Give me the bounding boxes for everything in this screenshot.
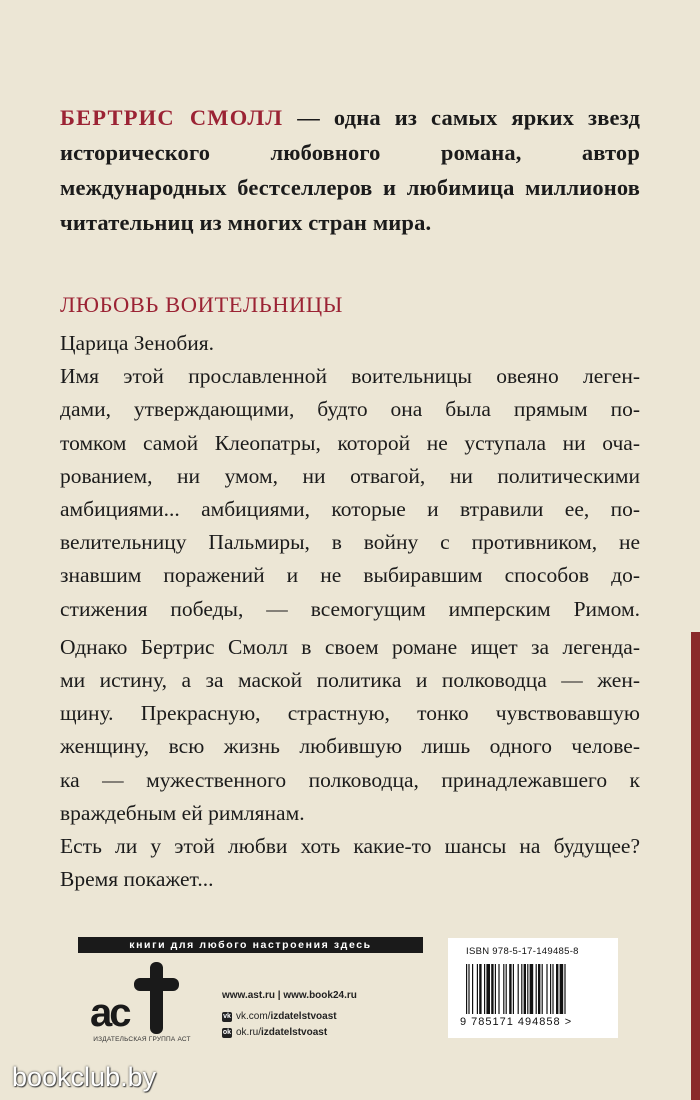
ok-icon: ok <box>222 1028 232 1036</box>
vk-link[interactable] <box>222 1011 337 1022</box>
body-line: ми истину, а за маской политика и полководца — жен- <box>60 668 640 693</box>
body-line: дами, утверждающими, будто она была прямым по- <box>60 397 640 422</box>
body-line: щину. Прекрасную, страстную, тонко чувствовавшую <box>60 701 640 726</box>
body-line: амбициями... амбициями, которые и втравили ее, по- <box>60 497 640 522</box>
barcode-stripe <box>518 964 519 1014</box>
barcode-stripe <box>564 964 565 1014</box>
vk-handle: izdatelstvoast <box>270 1011 337 1022</box>
barcode-panel <box>448 938 618 1038</box>
vk-prefix: vk.com/ <box>236 1011 271 1022</box>
barcode-stripe <box>477 964 478 1014</box>
annotation-text <box>60 327 640 896</box>
body-line: враждебным ей римлянам. <box>60 800 305 825</box>
barcode-stripe <box>509 964 511 1014</box>
barcode-stripe <box>546 964 547 1014</box>
body-line: томком самой Клеопатры, которой не уступала ни оча- <box>60 430 640 455</box>
website-links[interactable]: www.ast.ru | www.book24.ru <box>222 990 357 1001</box>
body-line: Царица Зенобия. <box>60 331 215 355</box>
section-title: ЛЮБОВЬ ВОИТЕЛЬНИЦЫ <box>60 292 343 317</box>
barcode-stripe <box>491 964 493 1014</box>
barcode-stripe <box>556 964 558 1014</box>
author-intro <box>60 100 640 240</box>
barcode-stripe <box>538 964 540 1014</box>
cross-icon <box>134 962 179 1034</box>
barcode-stripe <box>530 964 534 1014</box>
body-line: женщину, всю жизнь любившую лишь одного челове- <box>60 734 640 759</box>
barcode-stripe <box>486 964 490 1014</box>
site-watermark: bookclub.by <box>12 1062 157 1092</box>
body-line: Время покажет... <box>60 867 214 892</box>
barcode-stripe <box>521 964 522 1014</box>
body-line: рованием, ни умом, ни отвагой, ни политическими <box>60 463 640 488</box>
body-line: велительницу Пальмиры, в войну с противником, не <box>60 530 640 555</box>
barcode-stripe <box>524 964 526 1014</box>
barcode-stripe <box>536 964 537 1014</box>
barcode-stripe <box>503 964 504 1014</box>
body-line: Есть ли у этой любви хоть какие-то шансы на будущее? <box>60 834 640 859</box>
barcode-stripe <box>498 964 499 1014</box>
ok-prefix: ok.ru/ <box>236 1027 262 1038</box>
barcode-stripe <box>484 964 485 1014</box>
barcode-stripe <box>513 964 514 1014</box>
svg-text:ac: ac <box>90 991 129 1035</box>
publisher-logo <box>88 960 192 1035</box>
barcode-stripe <box>542 964 543 1014</box>
body-line: стижения победы, — всемогущим имперским Римом. <box>60 596 640 621</box>
barcode-stripe <box>472 964 473 1014</box>
barcode-stripe <box>552 964 553 1014</box>
spine-edge <box>691 632 700 1100</box>
intro-text: — одна из самых ярких звезд исторического любовного романа, автор международных бестселлеров и любимица миллионов читательниц из многих стран мира. <box>60 105 640 235</box>
barcode-stripe <box>466 964 467 1014</box>
barcode-stripe <box>527 964 528 1014</box>
slogan-banner: книги для любого настроения здесь <box>78 937 423 953</box>
ok-handle: izdatelstvoast <box>261 1027 328 1038</box>
barcode-digits: 9 785171 494858 > <box>460 1016 573 1028</box>
ok-link[interactable] <box>222 1027 327 1038</box>
isbn-label: ISBN 978-5-17-149485-8 <box>466 946 579 957</box>
publisher-group-label: ИЗДАТЕЛЬСКАЯ ГРУППА АСТ <box>93 1036 191 1043</box>
body-line: знавшим поражений и не выбиравшим способов до- <box>60 563 640 588</box>
barcode-stripe <box>550 964 551 1014</box>
barcode-stripe <box>468 964 469 1014</box>
body-line: Однако Бертрис Смолл в своем романе ищет за легенда- <box>60 634 640 659</box>
barcode-stripe <box>495 964 496 1014</box>
barcode-stripe <box>560 964 564 1014</box>
author-name: БЕРТРИС СМОЛЛ <box>60 105 284 130</box>
barcode-stripe <box>479 964 481 1014</box>
barcode <box>466 964 606 1014</box>
vk-icon: vk <box>223 1012 231 1020</box>
barcode-stripe <box>506 964 507 1014</box>
body-line: ка — мужественного полководца, принадлежавшего к <box>60 767 640 792</box>
body-line: Имя этой прославленной воительницы овеяно леген- <box>60 364 640 389</box>
